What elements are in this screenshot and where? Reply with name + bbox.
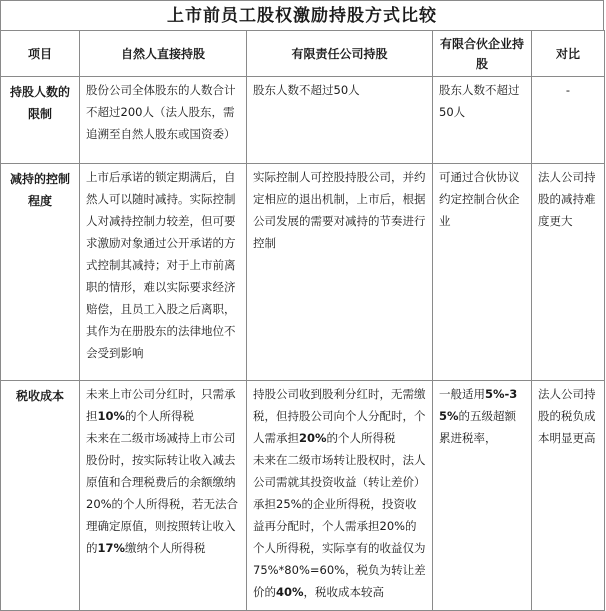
- cell-text: 持股公司收到股利分红时，无需缴税，但持股公司向个人分配时，个人需承担: [253, 387, 426, 445]
- cell-text: 缴纳个人所得税: [125, 541, 206, 555]
- column-header-partnership: 有限合伙企业持股: [433, 31, 532, 77]
- row-head-tax-cost: 税收成本: [1, 381, 80, 611]
- cell-text: 的个人所得税: [125, 409, 195, 423]
- cell-text-bold: 40%: [276, 585, 304, 599]
- cell-partnership: [433, 381, 532, 611]
- cell-text: 未来在二级市场转让股权时，法人公司需就其投资收益（转让差价）承担25%的企业所得税，投资收益再分配时，个人需承担20%的个人所得税，实际享有的收益仅为75%*80%=60%，税负为转让差价的: [253, 453, 426, 599]
- cell-text-bold: 20%: [299, 431, 327, 445]
- cell-llc: 股东人数不超过50人: [247, 77, 433, 164]
- cell-text-bold: 17%: [97, 541, 126, 555]
- table-row: [1, 381, 605, 611]
- column-header-item: 项目: [1, 31, 80, 77]
- cell-natural: [80, 381, 247, 611]
- cell-text-bold: 10%: [97, 409, 126, 423]
- cell-text: ，税收成本较高: [303, 585, 385, 599]
- cell-text: 一般适用: [439, 387, 485, 401]
- cell-partnership: 股东人数不超过50人: [433, 77, 532, 164]
- cell-partnership: 可通过合伙协议约定控制合伙企业: [433, 164, 532, 381]
- column-header-natural: 自然人直接持股: [80, 31, 247, 77]
- cell-natural: 股份公司全体股东的人数合计不超过200人（法人股东，需追溯至自然人股东或国资委）: [80, 77, 247, 164]
- comparison-table: [0, 30, 605, 611]
- cell-text: 未来在二级市场减持上市公司股份时，按实际转让收入减去原值和合理税费后的余额缴纳20%的个人所得税，若无法合理确定原值，则按照转让收入的: [86, 431, 239, 555]
- cell-compare: 法人公司持股的税负成本明显更高: [532, 381, 605, 611]
- row-head-reduction-control: 减持的控制程度: [1, 164, 80, 381]
- cell-text: 的个人所得税: [326, 431, 396, 445]
- row-head-shareholder-limit: 持股人数的限制: [1, 77, 80, 164]
- cell-llc: [247, 381, 433, 611]
- cell-text: 未来上市公司分红时，只需承担: [86, 387, 236, 423]
- table-title: 上市前员工股权激励持股方式比较: [0, 0, 604, 30]
- column-header-compare: 对比: [532, 31, 605, 77]
- header-row: [1, 31, 605, 77]
- table-row: [1, 164, 605, 381]
- column-header-llc: 有限责任公司持股: [247, 31, 433, 77]
- cell-llc: 实际控制人可控股持股公司，并约定相应的退出机制，上市后，根据公司发展的需要对减持的节奏进行控制: [247, 164, 433, 381]
- cell-text: 的五级超额累进税率，: [439, 409, 517, 445]
- cell-natural: 上市后承诺的锁定期满后，自然人可以随时减持。实际控制人对减持控制力较差，但可要求激励对象通过公开承诺的方式控制其减持；对于上市前离职的情形，难以实际要求经济赔偿，且员工入股之后离职，其作为在册股东的法律地位不会受到影响: [80, 164, 247, 381]
- cell-compare: -: [532, 77, 605, 164]
- table-row: [1, 77, 605, 164]
- cell-compare: 法人公司持股的减持难度更大: [532, 164, 605, 381]
- cell-text-bold: 5%-35%: [439, 387, 518, 423]
